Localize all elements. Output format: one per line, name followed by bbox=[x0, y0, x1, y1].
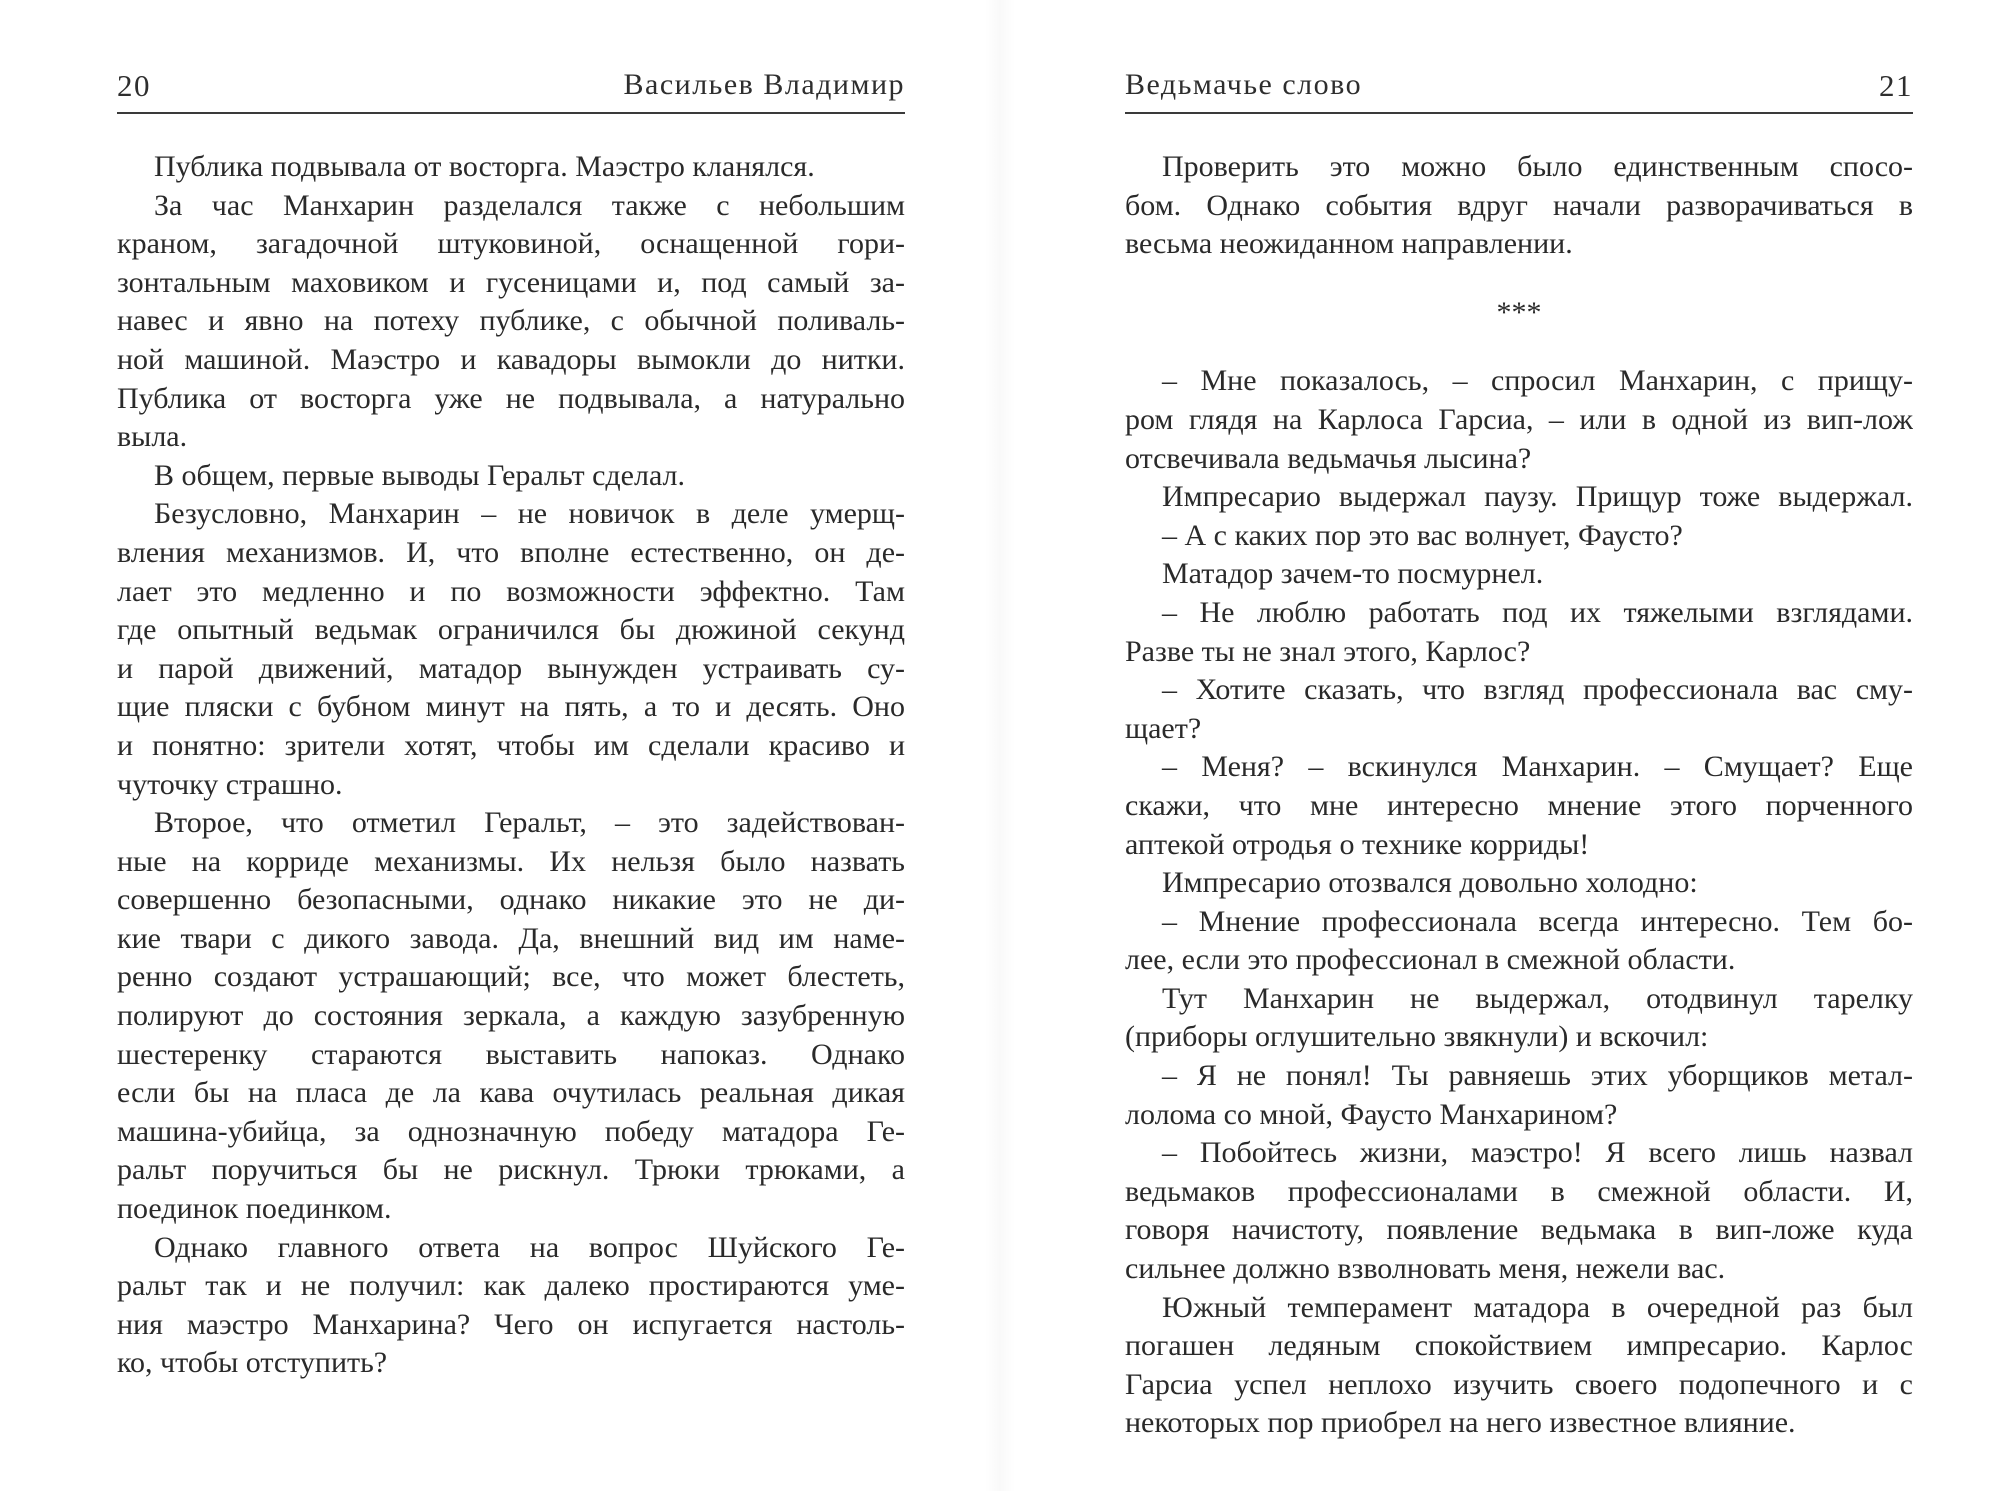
text-line: – Я не понял! Ты равняешь этих уборщиков метал- bbox=[1162, 1059, 1913, 1093]
text-line: – Хотите сказать, что взгляд профессионала вас смy- bbox=[1162, 673, 1913, 707]
text-line: аптекой отродья о технике корриды! bbox=[1125, 827, 1590, 861]
right-running-head: Ведьмачье слово bbox=[1125, 68, 1363, 101]
text-line: Второе, что отметил Геральт, – это задействован- bbox=[154, 806, 905, 840]
spacer bbox=[1125, 332, 1913, 362]
text-line: краном, загадочной штуковиной, оснащенной гори- bbox=[117, 227, 905, 261]
text-line: вления механизмов. И, что вполне естественно, он де- bbox=[117, 535, 905, 569]
text-line: чуточку страшно. bbox=[117, 767, 343, 801]
text-line: и понятно: зрители хотят, чтобы им сделали красиво и bbox=[117, 728, 905, 762]
text-line: Импресарио выдержал паузу. Прищур тоже выдержал. bbox=[1162, 480, 1913, 514]
text-line: лает это медленно и по возможности эффектно. Там bbox=[117, 574, 905, 608]
text-line: говоря начистоту, появление ведьмака в вип-ложе куда bbox=[1125, 1213, 1913, 1247]
text-line: – Меня? – вскинулся Манхарин. – Смущает? Еще bbox=[1162, 750, 1913, 784]
text-line: щие пляски с бубном минут на пять, а то и десять. Оно bbox=[117, 690, 905, 724]
text-line: Безусловно, Манхарин – не новичок в деле умерщ- bbox=[154, 497, 905, 531]
text-line: ной машиной. Маэстро и кавадоры вымокли до нитки. bbox=[117, 342, 905, 376]
text-line: лее, если это профессионал в смежной области. bbox=[1125, 943, 1736, 977]
text-line: В общем, первые выводы Геральт сделал. bbox=[154, 458, 686, 492]
text-line: некоторых пор приобрел на него известное влияние. bbox=[1125, 1406, 1796, 1440]
text-line: навес и явно на потеху публике, с обычной поливаль- bbox=[117, 304, 905, 338]
text-line: Проверить это можно было единственным спосо- bbox=[1162, 150, 1913, 183]
text-line: где опытный ведьмак ограничился бы дюжиной секунд bbox=[117, 613, 905, 647]
text-line: щает? bbox=[1125, 711, 1202, 745]
left-page-body bbox=[117, 148, 905, 1383]
text-line: ром глядя на Карлоса Гарсиа, – или в одной из вип-лож bbox=[1125, 402, 1913, 436]
spacer bbox=[1125, 264, 1913, 294]
right-page-body bbox=[1125, 148, 1913, 1443]
text-line: лолома со мной, Фаусто Манхарином? bbox=[1125, 1097, 1618, 1131]
text-line: сильнее должно взволновать меня, нежели вас. bbox=[1125, 1252, 1726, 1286]
section-break: *** bbox=[1496, 295, 1542, 329]
text-line: зонтальным маховиком и гусеницами и, под самый за- bbox=[117, 265, 905, 299]
text-line: Однако главного ответа на вопрос Шуйского Ге- bbox=[154, 1230, 905, 1264]
left-page-header bbox=[117, 68, 905, 114]
text-line: ко, чтобы отступить? bbox=[117, 1346, 388, 1380]
text-line: шестеренку стараются выставить напоказ. Однако bbox=[117, 1037, 905, 1071]
right-page-header bbox=[1125, 68, 1913, 114]
text-line: – Мнение профессионала всегда интересно. Тем бо- bbox=[1162, 904, 1913, 938]
text-line: погашен ледяным спокойствием импресарио. Карлос bbox=[1125, 1329, 1913, 1363]
text-line: ральт так и не получил: как далеко простираются уме- bbox=[117, 1269, 905, 1303]
text-line: Матадор зачем-то посмурнел. bbox=[1162, 557, 1544, 591]
text-line: ренно создают устрашающий; все, что может блестеть, bbox=[117, 960, 905, 994]
text-line: – Не люблю работать под их тяжелыми взглядами. bbox=[1162, 595, 1913, 629]
text-line: – Побойтесь жизни, маэстро! Я всего лишь назвал bbox=[1162, 1136, 1913, 1170]
text-line: поединок поединком. bbox=[117, 1192, 392, 1226]
text-line: Тут Манхарин не выдержал, отодвинул тарелку bbox=[1162, 981, 1913, 1015]
text-line: бом. Однако события вдруг начали разворачиваться в bbox=[1125, 188, 1913, 222]
text-line: выла. bbox=[117, 420, 188, 454]
text-line: совершенно безопасными, однако никакие это не ди- bbox=[117, 883, 905, 917]
text-line: За час Манхарин разделался также с небольшим bbox=[154, 188, 905, 222]
text-line: – А с каких пор это вас волнует, Фаусто? bbox=[1162, 518, 1683, 552]
text-line: ния маэстро Манхарина? Чего он испугается настоль- bbox=[117, 1307, 905, 1341]
text-line: Южный темперамент матадора в очередной раз был bbox=[1162, 1290, 1913, 1324]
text-line: Разве ты не знал этого, Карлос? bbox=[1125, 634, 1531, 668]
text-line: и парой движений, матадор вынужден устраивать су- bbox=[117, 651, 905, 685]
text-line: ведьмаков профессионалами в смежной области. И, bbox=[1125, 1174, 1913, 1208]
text-line: если бы на пласа де ла кава очутилась реальная дикая bbox=[117, 1076, 905, 1110]
text-line: Публика подвывала от восторга. Маэстро кланялся. bbox=[154, 150, 815, 183]
text-line: ные на корриде механизмы. Их нельзя было назвать bbox=[117, 844, 905, 878]
text-line: скажи, что мне интересно мнение этого порченного bbox=[1125, 788, 1913, 822]
text-line: (приборы оглушительно звякнули) и вскочил: bbox=[1125, 1020, 1709, 1054]
text-line: Публика от восторга уже не подвывала, а натурально bbox=[117, 381, 905, 415]
text-line: весьма неожиданном направлении. bbox=[1125, 227, 1573, 261]
text-line: Гарсиа успел неплохо изучить своего подопечного и с bbox=[1125, 1367, 1913, 1401]
text-line: – Мне показалось, – спросил Манхарин, с прищу- bbox=[1162, 364, 1913, 398]
text-line: отсвечивала ведьмачья лысина? bbox=[1125, 441, 1532, 475]
text-line: кие твари с дикого завода. Да, внешний вид им наме- bbox=[117, 921, 905, 955]
left-running-head: Васильев Владимир bbox=[623, 68, 905, 101]
right-page-number: 21 bbox=[1879, 68, 1913, 103]
text-line: ральт поручиться бы не рискнул. Трюки трюками, а bbox=[117, 1153, 905, 1187]
text-line: машина-убийца, за однозначную победу матадора Ге- bbox=[117, 1114, 905, 1148]
right-page bbox=[1000, 0, 2000, 1491]
text-line: Импресарио отозвался довольно холодно: bbox=[1162, 866, 1698, 900]
left-page-number: 20 bbox=[117, 68, 151, 103]
text-line: полируют до состояния зеркала, а каждую зазубренную bbox=[117, 999, 905, 1033]
